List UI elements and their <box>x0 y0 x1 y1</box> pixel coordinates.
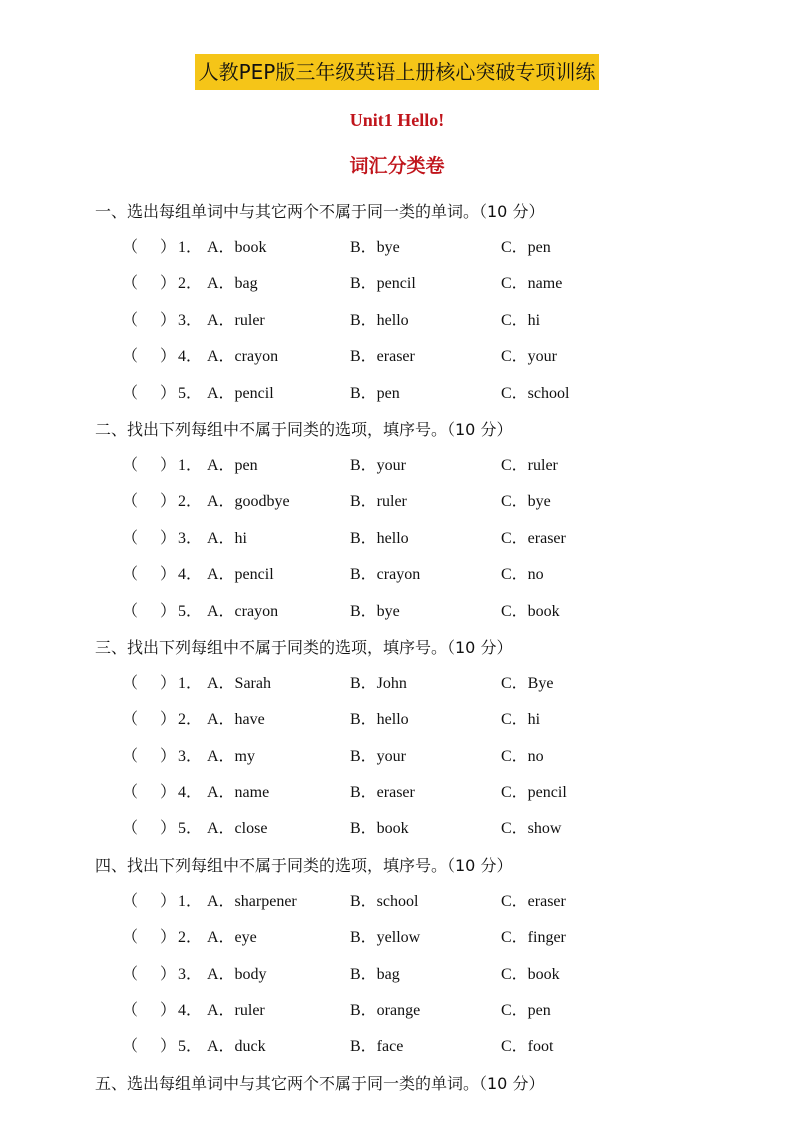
option-c: C．hi <box>501 311 541 329</box>
question-number: 4． <box>178 566 203 584</box>
answer-paren-open[interactable]: （ <box>122 820 139 838</box>
option-a: A．have <box>207 711 265 729</box>
answer-paren-open[interactable]: （ <box>122 929 139 947</box>
question-number: 4． <box>178 1002 203 1020</box>
option-a: A．ruler <box>207 311 265 329</box>
answer-paren-open[interactable]: （ <box>122 239 139 256</box>
option-a: A．goodbye <box>207 493 290 511</box>
option-b: B．pen <box>350 384 400 402</box>
option-b: B．bag <box>350 965 400 983</box>
answer-paren-close: ） <box>160 711 177 729</box>
option-b: B．orange <box>350 1002 421 1020</box>
option-c: C．ruler <box>501 456 558 474</box>
question-row <box>95 557 735 593</box>
option-b: B．pencil <box>350 275 416 293</box>
answer-paren-open[interactable]: （ <box>122 674 139 692</box>
question-row <box>95 993 735 1029</box>
option-c: C．name <box>501 275 563 293</box>
answer-paren-close: ） <box>160 384 177 402</box>
worksheet-body <box>95 194 735 1102</box>
question-number: 3． <box>178 529 203 547</box>
section-heading: 二、找出下列每组中不属于同类的选项，填序号。（10 分） <box>95 419 513 439</box>
option-a: A．bag <box>207 275 258 293</box>
option-c: C．pencil <box>501 784 567 802</box>
answer-paren-close: ） <box>160 1002 177 1020</box>
answer-paren-open[interactable]: （ <box>122 747 139 765</box>
answer-paren-close: ） <box>160 275 177 293</box>
question-row <box>95 739 735 775</box>
option-a: A．close <box>207 820 268 838</box>
option-a: A．book <box>207 239 267 256</box>
option-b: B．face <box>350 1038 404 1056</box>
answer-paren-close: ） <box>160 674 177 692</box>
answer-paren-open[interactable]: （ <box>122 384 139 402</box>
option-c: C．show <box>501 820 562 838</box>
answer-paren-open[interactable]: （ <box>122 456 139 474</box>
option-c: C．bye <box>501 493 551 511</box>
answer-paren-open[interactable]: （ <box>122 493 139 511</box>
option-b: B．bye <box>350 602 400 620</box>
answer-paren-open[interactable]: （ <box>122 1038 139 1056</box>
option-c: C．eraser <box>501 892 566 910</box>
option-a: A．duck <box>207 1038 266 1056</box>
answer-paren-close: ） <box>160 929 177 947</box>
question-number: 4． <box>178 784 203 802</box>
answer-paren-close: ） <box>160 529 177 547</box>
answer-paren-close: ） <box>160 602 177 620</box>
question-row <box>95 884 735 920</box>
question-row <box>95 594 735 630</box>
option-a: A．ruler <box>207 1002 265 1020</box>
question-number: 1． <box>178 674 203 692</box>
option-a: A．eye <box>207 929 257 947</box>
option-b: B．your <box>350 456 407 474</box>
option-b: B．ruler <box>350 493 407 511</box>
option-c: C．hi <box>501 711 541 729</box>
question-number: 2． <box>178 493 203 511</box>
option-c: C．finger <box>501 929 566 947</box>
section-heading: 三、找出下列每组中不属于同类的选项，填序号。（10 分） <box>95 637 513 657</box>
option-c: C．no <box>501 747 544 765</box>
option-b: B．eraser <box>350 784 415 802</box>
answer-paren-close: ） <box>160 965 177 983</box>
option-b: B．your <box>350 747 407 765</box>
option-a: A．pen <box>207 456 258 474</box>
option-b: B．John <box>350 674 407 692</box>
option-b: B．bye <box>350 239 400 256</box>
title-banner <box>0 54 794 90</box>
answer-paren-close: ） <box>160 348 177 366</box>
answer-paren-open[interactable]: （ <box>122 892 139 910</box>
section-heading: 一、选出每组单词中与其它两个不属于同一类的单词。（10 分） <box>95 202 545 221</box>
option-c: C．book <box>501 965 560 983</box>
question-row <box>95 448 735 484</box>
question-number: 2． <box>178 929 203 947</box>
option-b: B．eraser <box>350 348 415 366</box>
question-row <box>95 702 735 738</box>
answer-paren-close: ） <box>160 311 177 329</box>
answer-paren-open[interactable]: （ <box>122 784 139 802</box>
option-a: A．Sarah <box>207 674 271 692</box>
option-b: B．hello <box>350 711 409 729</box>
question-number: 1． <box>178 892 203 910</box>
answer-paren-open[interactable]: （ <box>122 566 139 584</box>
option-c: C．pen <box>501 1002 551 1020</box>
option-a: A．hi <box>207 529 248 547</box>
answer-paren-close: ） <box>160 1038 177 1056</box>
option-b: B．hello <box>350 529 409 547</box>
option-c: C．your <box>501 348 558 366</box>
answer-paren-open[interactable]: （ <box>122 275 139 293</box>
option-c: C．eraser <box>501 529 566 547</box>
question-number: 3． <box>178 747 203 765</box>
question-row <box>95 666 735 702</box>
paper-subtitle: 词汇分类卷 <box>349 155 445 177</box>
option-c: C．Bye <box>501 674 554 692</box>
answer-paren-open[interactable]: （ <box>122 311 139 329</box>
question-number: 4． <box>178 348 203 366</box>
answer-paren-close: ） <box>160 892 177 910</box>
question-number: 5． <box>178 1038 203 1056</box>
answer-paren-open[interactable]: （ <box>122 1002 139 1020</box>
page-title: 人教PEP版三年级英语上册核心突破专项训练 <box>195 54 600 90</box>
question-row <box>95 376 735 412</box>
question-row <box>95 303 735 339</box>
answer-paren-open[interactable]: （ <box>122 711 139 729</box>
option-b: B．hello <box>350 311 409 329</box>
option-b: B．yellow <box>350 929 421 947</box>
answer-paren-open[interactable]: （ <box>122 602 139 620</box>
answer-paren-open[interactable]: （ <box>122 348 139 366</box>
answer-paren-open[interactable]: （ <box>122 965 139 983</box>
question-row <box>95 266 735 302</box>
question-row <box>95 230 735 266</box>
question-row <box>95 957 735 993</box>
section-heading: 四、找出下列每组中不属于同类的选项，填序号。（10 分） <box>95 855 513 875</box>
option-a: A．pencil <box>207 384 274 402</box>
question-row <box>95 920 735 956</box>
option-a: A．sharpener <box>207 892 297 910</box>
answer-paren-close: ） <box>160 566 177 584</box>
question-number: 3． <box>178 965 203 983</box>
option-c: C．book <box>501 602 560 620</box>
question-number: 1． <box>178 456 203 474</box>
question-number: 5． <box>178 602 203 620</box>
question-row <box>95 775 735 811</box>
answer-paren-close: ） <box>160 784 177 802</box>
option-a: A．crayon <box>207 602 279 620</box>
answer-paren-close: ） <box>160 456 177 474</box>
question-number: 1． <box>178 239 203 256</box>
option-c: C．school <box>501 384 570 402</box>
option-b: B．book <box>350 820 409 838</box>
option-c: C．no <box>501 566 544 584</box>
answer-paren-close: ） <box>160 747 177 765</box>
question-number: 2． <box>178 275 203 293</box>
answer-paren-close: ） <box>160 493 177 511</box>
option-c: C．pen <box>501 239 551 256</box>
section-heading: 五、选出每组单词中与其它两个不属于同一类的单词。（10 分） <box>95 1073 545 1093</box>
option-a: A．name <box>207 784 270 802</box>
answer-paren-open[interactable]: （ <box>122 529 139 547</box>
question-row <box>95 484 735 520</box>
question-row <box>95 521 735 557</box>
option-a: A．body <box>207 965 267 983</box>
question-number: 3． <box>178 311 203 329</box>
question-number: 5． <box>178 820 203 838</box>
unit-title: Unit1 Hello! <box>349 110 445 130</box>
question-row <box>95 811 735 847</box>
option-b: B．school <box>350 892 419 910</box>
question-row <box>95 339 735 375</box>
option-a: A．crayon <box>207 348 279 366</box>
question-row <box>95 1029 735 1065</box>
question-number: 5． <box>178 384 203 402</box>
option-a: A．my <box>207 747 256 765</box>
answer-paren-close: ） <box>160 820 177 838</box>
option-a: A．pencil <box>207 566 274 584</box>
option-b: B．crayon <box>350 566 421 584</box>
answer-paren-close: ） <box>160 239 177 256</box>
question-number: 2． <box>178 711 203 729</box>
option-c: C．foot <box>501 1038 554 1056</box>
